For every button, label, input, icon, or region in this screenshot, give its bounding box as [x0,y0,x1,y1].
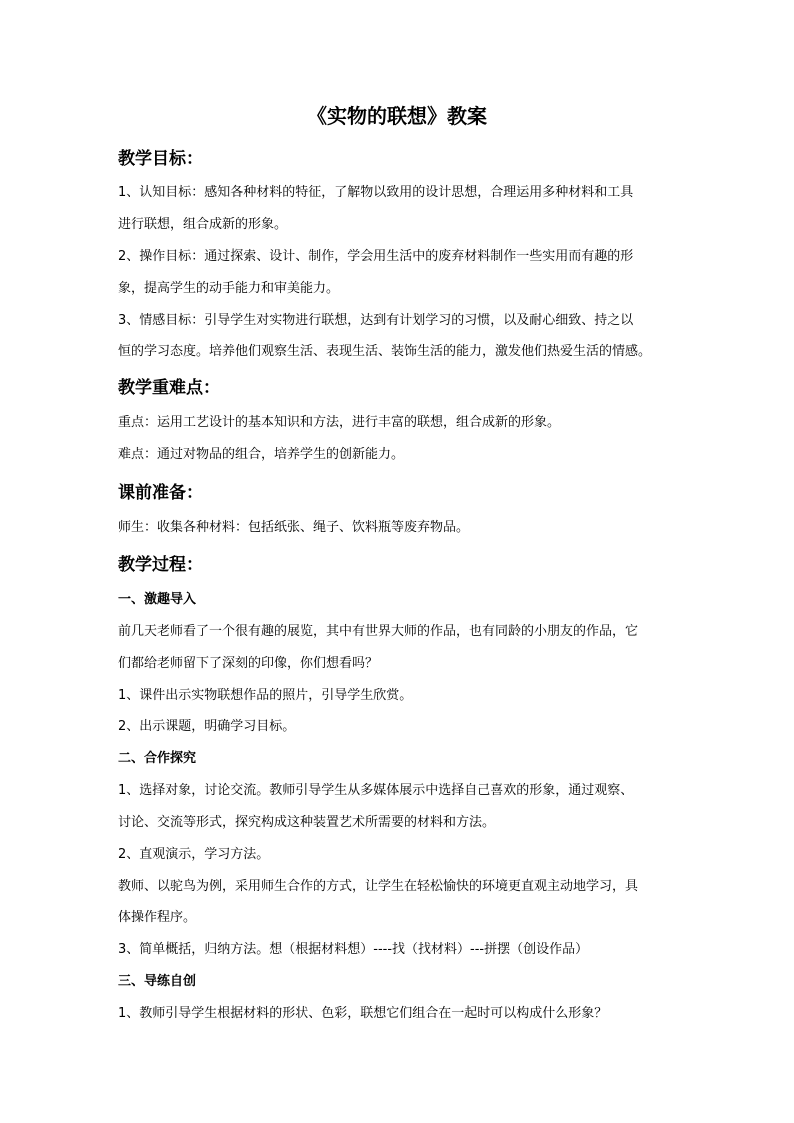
process-heading: 教学过程： [118,555,203,575]
part1-step-2: 2、出示课题，明确学习目标。 [118,719,296,734]
part3-step-1: 1、教师引导学生根据材料的形状、色彩，联想它们组合在一起时可以构成什么形象？ [118,1006,608,1021]
key-point-focus: 重点：运用工艺设计的基本知识和方法，进行丰富的联想，组合成新的形象。 [118,415,561,430]
part2-heading: 二、合作探究 [118,751,197,766]
part1-intro-line-2: 们都给老师留下了深刻的印像，你们想看吗？ [118,656,379,671]
part1-heading: 一、激趣导入 [118,592,197,607]
objective-3-line-1: 3、情感目标：引导学生对实物进行联想，达到有计划学习的习惯，以及耐心细致、持之以 [118,313,634,328]
part1-intro-line-1: 前几天老师看了一个很有趣的展览，其中有世界大师的作品，也有同龄的小朋友的作品，它 [118,624,639,639]
key-points-heading: 教学重难点： [118,378,220,398]
document-title: 《实物的联想》教案 [307,104,487,128]
objective-2-line-2: 象，提高学生的动手能力和审美能力。 [118,281,340,296]
objectives-heading: 教学目标： [118,149,203,169]
objective-3-line-2: 恒的学习态度。培养他们观察生活、表现生活、装饰生活的能力，激发他们热爱生活的情感。 [118,344,652,359]
objective-1-line-2: 进行联想，组合成新的形象。 [118,217,288,232]
key-point-difficulty: 难点：通过对物品的组合，培养学生的创新能力。 [118,447,405,462]
part3-heading: 三、导练自创 [118,974,197,989]
part2-demo-line-2: 体操作程序。 [118,910,197,925]
preparation-heading: 课前准备： [118,483,203,503]
part2-demo-line-1: 教师、以驼鸟为例，采用师生合作的方式，让学生在轻松愉快的环境更直观主动地学习，具 [118,879,639,894]
objective-2-line-1: 2、操作目标：通过探索、设计、制作，学会用生活中的废弃材料制作一些实用而有趣的形 [118,249,634,264]
part2-step-3: 3、简单概括，归纳方法。想（根据材料想）----找（找材料）---拼摆（创设作品） [118,942,589,957]
part2-step-1-line-2: 讨论、交流等形式，探究构成这种装置艺术所需要的材料和方法。 [118,815,496,830]
part1-step-1: 1、课件出示实物联想作品的照片，引导学生欣赏。 [118,688,413,703]
part2-step-1-line-1: 1、选择对象，讨论交流。教师引导学生从多媒体展示中选择自己喜欢的形象，通过观察、 [118,783,634,798]
objective-1-line-1: 1、认知目标：感知各种材料的特征，了解物以致用的设计思想，合理运用多种材料和工具 [118,185,634,200]
part2-step-2: 2、直观演示，学习方法。 [118,847,270,862]
preparation-text: 师生：收集各种材料：包括纸张、绳子、饮料瓶等废弃物品。 [118,520,470,535]
